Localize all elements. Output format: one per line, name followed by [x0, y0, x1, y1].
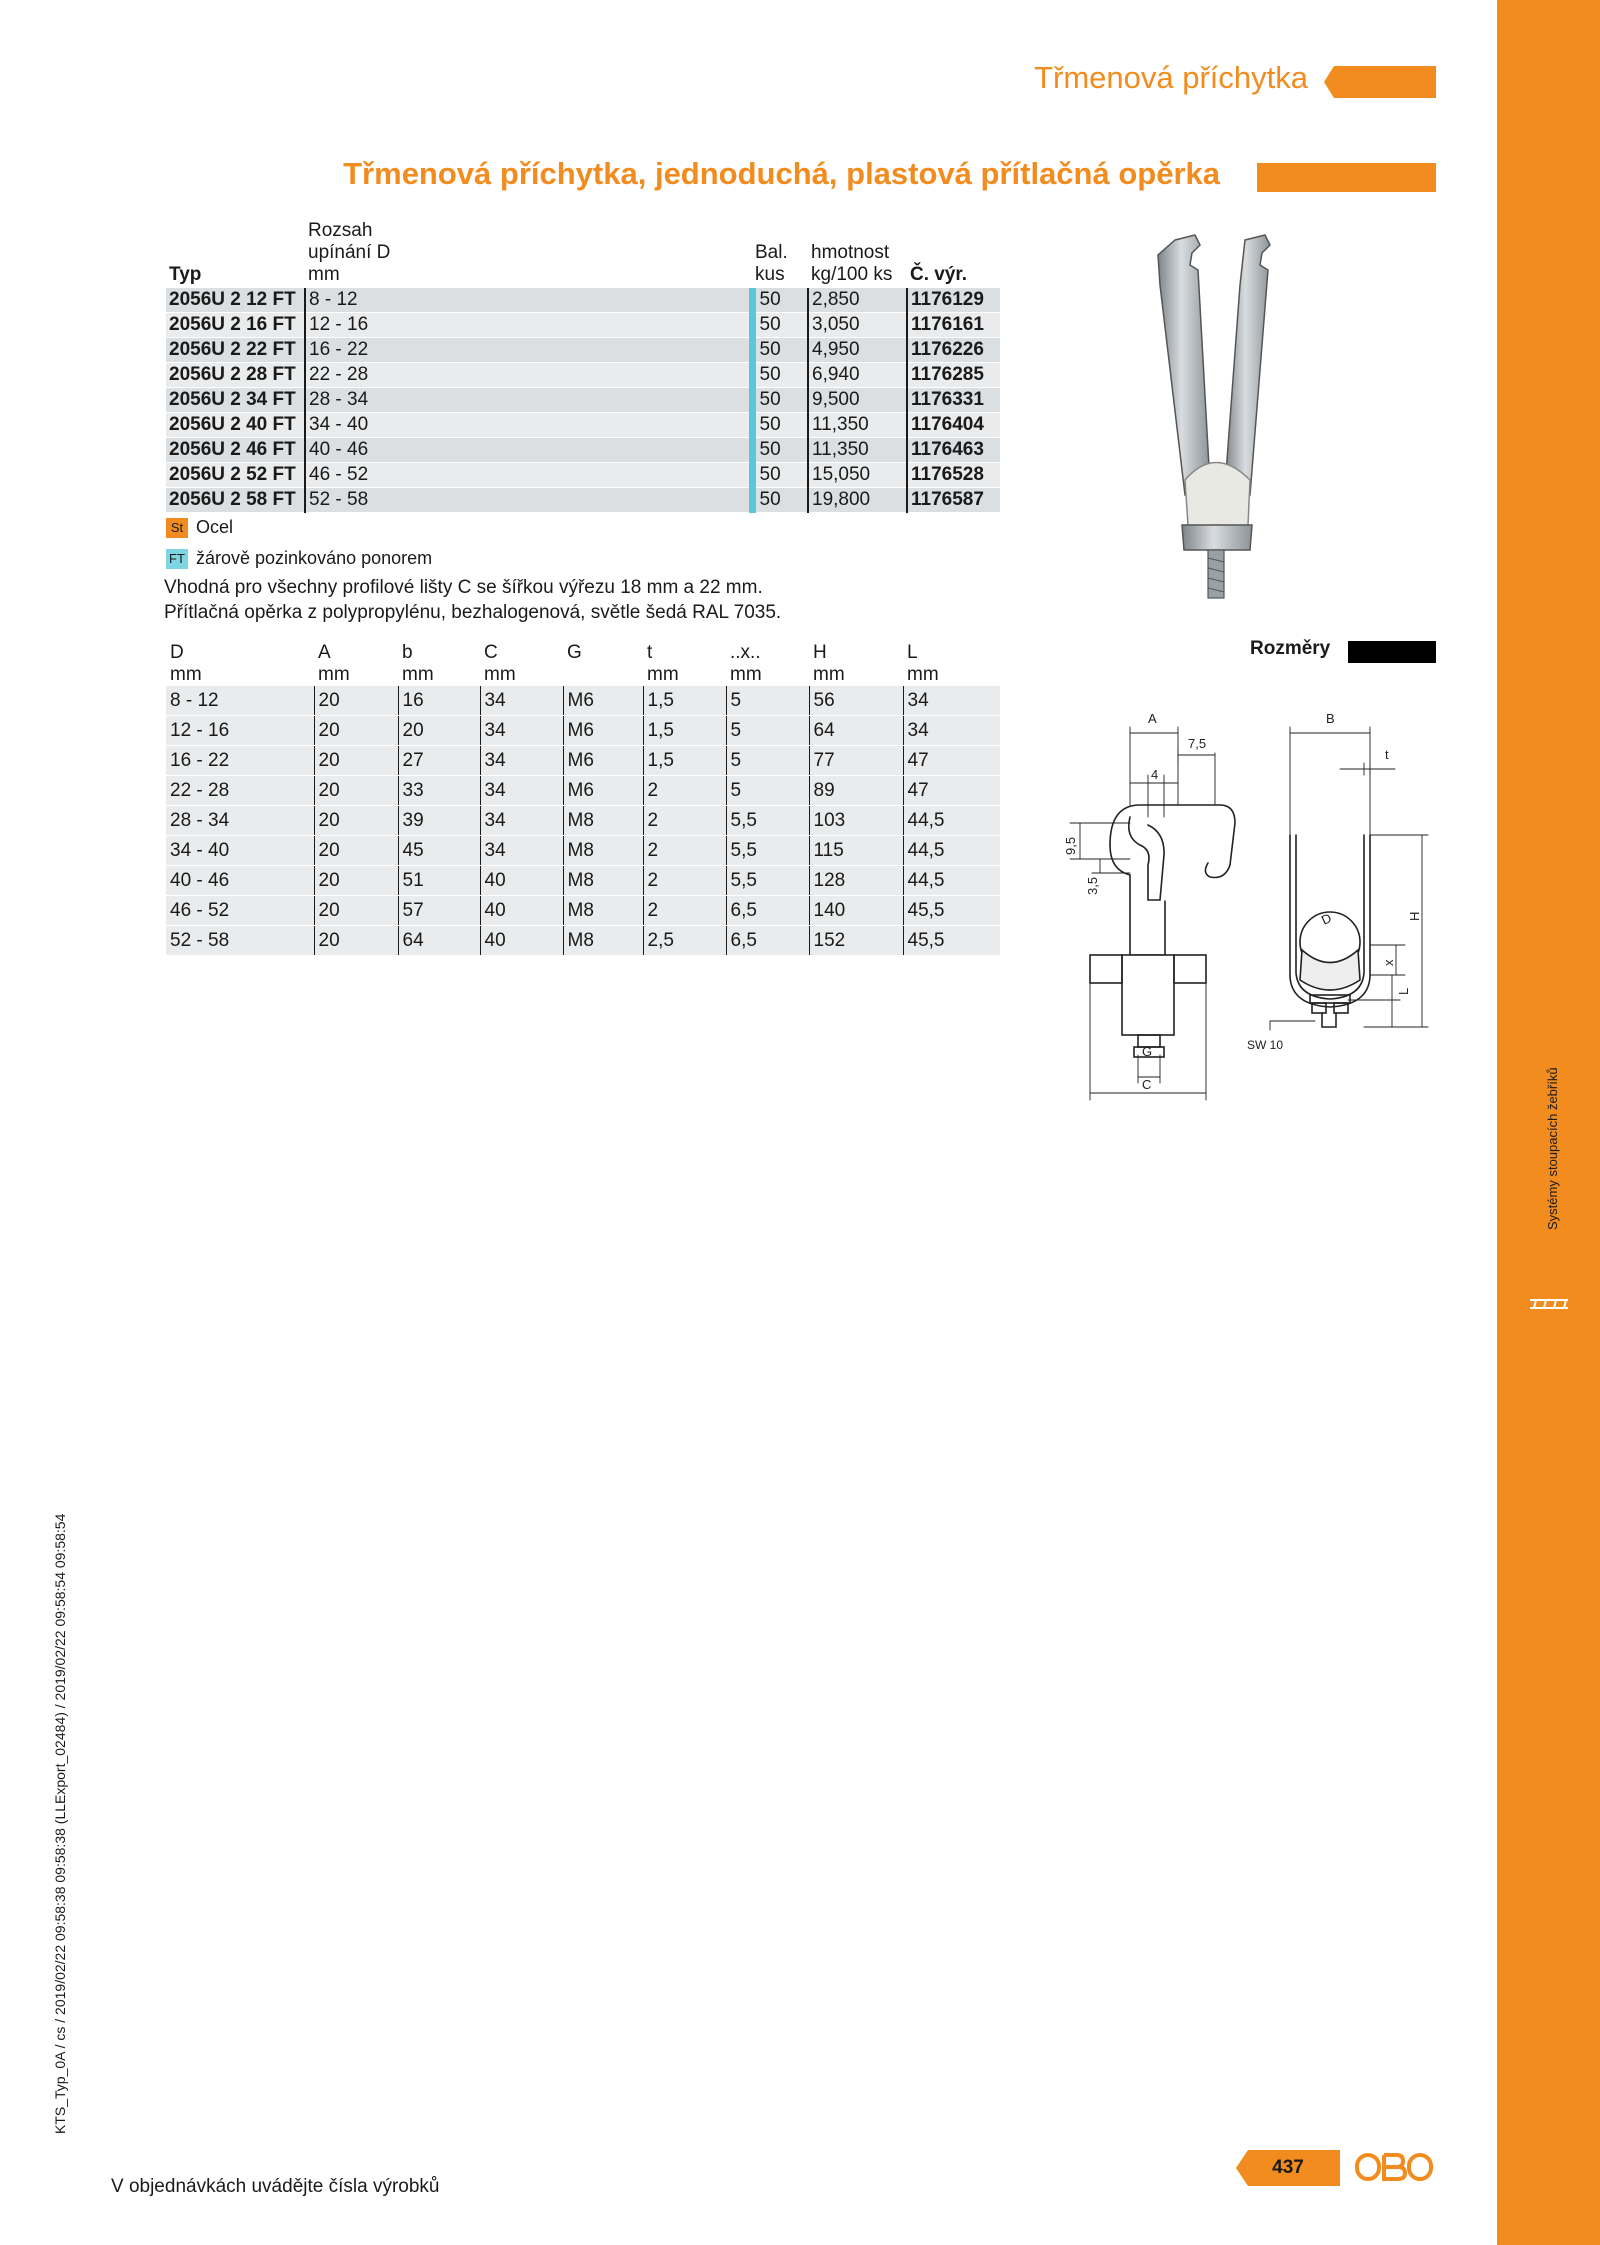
dims-cell: 34	[480, 836, 563, 866]
dims-cell: 44,5	[903, 866, 1000, 896]
dims-col-unit: mm	[813, 664, 845, 685]
pack-cell: 50	[752, 313, 808, 338]
article-number-cell: 1176129	[907, 288, 1000, 313]
dims-cell: 22 - 28	[166, 776, 314, 806]
dim-label-g: G	[1142, 1044, 1153, 1059]
dims-cell: M6	[563, 686, 643, 716]
article-number-cell: 1176331	[907, 388, 1000, 413]
dims-col-unit: mm	[907, 664, 939, 685]
dims-row	[166, 866, 1000, 896]
product-photo	[1140, 225, 1290, 605]
description-line-1: Vhodná pro všechny profilové lišty C se šířkou výřezu 18 mm a 22 mm.	[164, 577, 763, 598]
col-header-weight-unit: kg/100 ks	[811, 264, 893, 285]
dims-cell: 34	[480, 716, 563, 746]
article-number-cell: 1176161	[907, 313, 1000, 338]
weight-cell: 9,500	[808, 388, 907, 413]
product-row	[166, 288, 1000, 313]
article-number-cell: 1176528	[907, 463, 1000, 488]
dims-col-unit	[563, 664, 643, 686]
pack-cell: 50	[752, 338, 808, 363]
col-header-type: Typ	[169, 264, 202, 285]
dim-label-3-5: 3,5	[1085, 876, 1100, 895]
brand-logo-text: OBO	[1354, 2150, 1357, 2151]
weight-cell: 2,850	[808, 288, 907, 313]
weight-cell: 6,940	[808, 363, 907, 388]
dims-cell: 115	[809, 836, 903, 866]
side-view	[1090, 805, 1235, 1057]
dims-cell: 40	[480, 926, 563, 956]
dims-cell: 46 - 52	[166, 896, 314, 926]
dims-cell: M8	[563, 926, 643, 956]
product-type-cell: 2056U 2 58 FT	[166, 488, 305, 513]
dims-cell: 20	[314, 716, 398, 746]
dims-cell: 5	[726, 776, 809, 806]
dims-header-row	[166, 642, 1000, 664]
front-view	[1290, 835, 1370, 1027]
description-line-2: Přítlačná opěrka z polypropylénu, bezhalogenová, světle šedá RAL 7035.	[164, 602, 782, 623]
dims-cell: 1,5	[643, 716, 726, 746]
dims-cell: 44,5	[903, 806, 1000, 836]
dims-col-header: t	[647, 642, 653, 663]
dim-label-l: L	[1396, 987, 1411, 995]
dims-cell: 40	[480, 866, 563, 896]
section-tag-marker	[1324, 66, 1436, 98]
dims-cell: 20	[398, 716, 480, 746]
article-number-cell: 1176285	[907, 363, 1000, 388]
dims-cell: 2	[643, 866, 726, 896]
weight-cell: 19,800	[808, 488, 907, 513]
dim-label-b: B	[1326, 711, 1335, 726]
dim-label-d: D	[1318, 910, 1334, 928]
weight-cell: 15,050	[808, 463, 907, 488]
dims-cell: 39	[398, 806, 480, 836]
technical-drawing	[1030, 705, 1430, 1105]
dims-cell: 20	[314, 896, 398, 926]
dims-cell: 34	[480, 806, 563, 836]
page-title: Třmenová příchytka, jednoduchá, plastová přítlačná opěrka	[343, 156, 1220, 191]
product-type-cell: 2056U 2 40 FT	[166, 413, 305, 438]
dims-cell: 2	[643, 806, 726, 836]
brand-logo	[1354, 2150, 1434, 2184]
dims-cell: 34	[480, 776, 563, 806]
weight-cell: 11,350	[808, 413, 907, 438]
product-type-cell: 2056U 2 28 FT	[166, 363, 305, 388]
product-table	[166, 220, 1000, 513]
ladder-icon	[1528, 1295, 1570, 1313]
dims-cell: M8	[563, 896, 643, 926]
pack-cell: 50	[752, 438, 808, 463]
dims-cell: 64	[809, 716, 903, 746]
product-row	[166, 388, 1000, 413]
range-cell: 40 - 46	[305, 438, 752, 463]
dims-row	[166, 896, 1000, 926]
dims-row	[166, 746, 1000, 776]
dims-cell: M8	[563, 866, 643, 896]
col-header-pack-line1: Bal.	[755, 242, 788, 263]
range-cell: 16 - 22	[305, 338, 752, 363]
pack-cell: 50	[752, 363, 808, 388]
dims-col-header: D	[170, 642, 184, 663]
dims-cell: 34	[480, 686, 563, 716]
product-type-cell: 2056U 2 16 FT	[166, 313, 305, 338]
col-header-range-line1: Rozsah	[308, 220, 373, 241]
dims-cell: M6	[563, 716, 643, 746]
finish-badge-ft: FT	[166, 549, 188, 569]
dims-cell: 8 - 12	[166, 686, 314, 716]
dims-cell: 2	[643, 836, 726, 866]
range-cell: 28 - 34	[305, 388, 752, 413]
col-header-range-unit: mm	[308, 264, 340, 285]
dims-cell: M6	[563, 776, 643, 806]
dims-cell: 5	[726, 746, 809, 776]
product-row	[166, 313, 1000, 338]
pack-cell: 50	[752, 388, 808, 413]
dims-col-header: G	[567, 642, 582, 663]
footer-note: V objednávkách uvádějte čísla výrobků	[111, 2176, 440, 2197]
article-number-cell: 1176404	[907, 413, 1000, 438]
dims-cell: M6	[563, 746, 643, 776]
range-cell: 22 - 28	[305, 363, 752, 388]
dims-cell: 89	[809, 776, 903, 806]
weight-cell: 3,050	[808, 313, 907, 338]
dims-cell: 45	[398, 836, 480, 866]
section-title: Třmenová příchytka	[1034, 60, 1308, 95]
page-number: 437	[1272, 2157, 1304, 2178]
product-row	[166, 363, 1000, 388]
dims-cell: 34	[903, 716, 1000, 746]
dims-rows	[166, 686, 1000, 956]
dims-col-header: A	[318, 642, 331, 663]
dims-cell: 1,5	[643, 746, 726, 776]
dims-cell: 34	[480, 746, 563, 776]
legend-finish-label: žárově pozinkováno ponorem	[196, 548, 433, 568]
dim-label-a: A	[1148, 711, 1157, 726]
dimensions-label-bar	[1348, 641, 1436, 663]
product-type-cell: 2056U 2 34 FT	[166, 388, 305, 413]
dims-col-header: L	[907, 642, 918, 663]
product-row	[166, 438, 1000, 463]
col-header-pack-unit: kus	[755, 264, 785, 285]
dims-cell: 20	[314, 746, 398, 776]
dims-cell: 47	[903, 746, 1000, 776]
article-number-cell: 1176463	[907, 438, 1000, 463]
dims-col-unit: mm	[647, 664, 679, 685]
export-metadata	[30, 1500, 68, 2140]
product-type-cell: 2056U 2 22 FT	[166, 338, 305, 363]
dim-label-x: x	[1381, 959, 1396, 966]
dims-col-unit: mm	[730, 664, 762, 685]
dims-cell: 16	[398, 686, 480, 716]
legend-steel	[166, 517, 233, 538]
dim-label-h: H	[1407, 911, 1422, 921]
vertical-section-nav-label: Systémy stoupacích žebříků	[1545, 1067, 1560, 1230]
dims-cell: 6,5	[726, 926, 809, 956]
dims-col-unit: mm	[170, 664, 202, 685]
dims-cell: 5	[726, 686, 809, 716]
col-header-article: Č. výr.	[910, 264, 968, 285]
product-rows	[166, 288, 1000, 513]
legend-finish	[166, 548, 432, 569]
dims-cell: 5	[726, 716, 809, 746]
dims-col-header: H	[813, 642, 827, 663]
dims-cell: 40	[480, 896, 563, 926]
dims-col-unit: mm	[402, 664, 434, 685]
dims-col-header: ..x..	[730, 642, 761, 663]
dims-cell: M8	[563, 806, 643, 836]
dims-cell: 20	[314, 926, 398, 956]
dims-col-header: b	[402, 642, 413, 663]
weight-cell: 11,350	[808, 438, 907, 463]
product-type-cell: 2056U 2 52 FT	[166, 463, 305, 488]
dims-cell: 5,5	[726, 866, 809, 896]
dims-col-unit: mm	[318, 664, 350, 685]
range-cell: 34 - 40	[305, 413, 752, 438]
dims-cell: 64	[398, 926, 480, 956]
article-number-cell: 1176226	[907, 338, 1000, 363]
dim-label-4: 4	[1151, 767, 1159, 782]
col-header-range	[305, 220, 752, 288]
dims-cell: 57	[398, 896, 480, 926]
col-header-weight	[808, 220, 907, 288]
dims-cell: 20	[314, 776, 398, 806]
article-number-cell: 1176587	[907, 488, 1000, 513]
product-type-cell: 2056U 2 12 FT	[166, 288, 305, 313]
product-row	[166, 413, 1000, 438]
dims-cell: 77	[809, 746, 903, 776]
dims-row	[166, 776, 1000, 806]
dims-cell: 47	[903, 776, 1000, 806]
dims-cell: 28 - 34	[166, 806, 314, 836]
dim-label-7-5: 7,5	[1188, 736, 1207, 751]
dims-cell: 5,5	[726, 836, 809, 866]
dims-cell: 20	[314, 836, 398, 866]
dims-cell: 56	[809, 686, 903, 716]
col-header-weight-line1: hmotnost	[811, 242, 890, 263]
title-accent-bar	[1257, 163, 1436, 192]
dims-cell: 44,5	[903, 836, 1000, 866]
dims-cell: 20	[314, 866, 398, 896]
dims-cell: 128	[809, 866, 903, 896]
dims-cell: 40 - 46	[166, 866, 314, 896]
dim-label-9-5: 9,5	[1063, 836, 1078, 855]
dims-cell: M8	[563, 836, 643, 866]
dims-row	[166, 806, 1000, 836]
product-description	[164, 575, 781, 625]
dims-row	[166, 686, 1000, 716]
vertical-section-nav[interactable]	[1535, 1040, 1565, 1240]
dims-cell: 34 - 40	[166, 836, 314, 866]
dims-cell: 5,5	[726, 806, 809, 836]
dims-cell: 103	[809, 806, 903, 836]
col-header-range-line2: upínání D	[308, 242, 391, 263]
dims-cell: 34	[903, 686, 1000, 716]
dim-label-t: t	[1385, 747, 1389, 762]
export-metadata-text: KTS_Typ_0A / cs / 2019/02/22 09:58:38 09:58:38 (LLExport_02484) / 2019/02/22 09:58:54 09:58:54	[52, 1513, 68, 2134]
dims-cell: 12 - 16	[166, 716, 314, 746]
dims-col-unit: mm	[484, 664, 516, 685]
product-row	[166, 488, 1000, 513]
weight-cell: 4,950	[808, 338, 907, 363]
dimensions-table	[166, 642, 1000, 956]
dims-cell: 2	[643, 776, 726, 806]
dims-row	[166, 836, 1000, 866]
dims-cell: 52 - 58	[166, 926, 314, 956]
product-type-cell: 2056U 2 46 FT	[166, 438, 305, 463]
pack-cell: 50	[752, 463, 808, 488]
material-badge-st: St	[166, 518, 188, 538]
dim-label-sw: SW 10	[1247, 1038, 1284, 1052]
dims-col-header: C	[484, 642, 498, 663]
dims-cell: 1,5	[643, 686, 726, 716]
dims-row	[166, 926, 1000, 956]
col-header-pack	[752, 220, 808, 288]
pack-cell: 50	[752, 413, 808, 438]
dimensions-label: Rozměry	[1250, 638, 1331, 659]
legend-steel-label: Ocel	[196, 517, 234, 537]
dims-cell: 140	[809, 896, 903, 926]
range-cell: 52 - 58	[305, 488, 752, 513]
dims-cell: 16 - 22	[166, 746, 314, 776]
dims-row	[166, 716, 1000, 746]
product-row	[166, 338, 1000, 363]
dims-cell: 20	[314, 806, 398, 836]
pack-cell: 50	[752, 488, 808, 513]
range-cell: 8 - 12	[305, 288, 752, 313]
dims-cell: 2,5	[643, 926, 726, 956]
range-cell: 46 - 52	[305, 463, 752, 488]
dims-cell: 51	[398, 866, 480, 896]
dims-cell: 45,5	[903, 926, 1000, 956]
pack-cell: 50	[752, 288, 808, 313]
dims-cell: 27	[398, 746, 480, 776]
dim-label-c: C	[1142, 1077, 1152, 1092]
dims-cell: 6,5	[726, 896, 809, 926]
range-cell: 12 - 16	[305, 313, 752, 338]
dims-cell: 2	[643, 896, 726, 926]
dims-units-row	[166, 664, 1000, 686]
product-row	[166, 463, 1000, 488]
dims-cell: 20	[314, 686, 398, 716]
dims-cell: 45,5	[903, 896, 1000, 926]
dims-cell: 33	[398, 776, 480, 806]
dims-cell: 152	[809, 926, 903, 956]
